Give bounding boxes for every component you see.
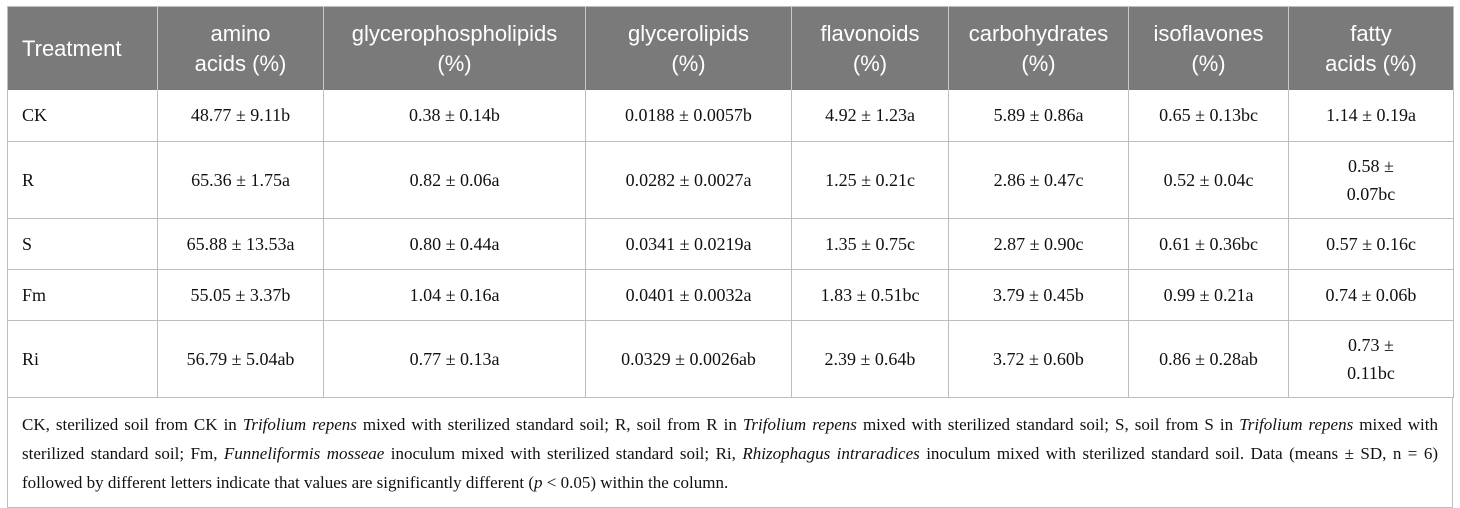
treatment-cell: S (8, 218, 158, 269)
value-cell: 48.77 ± 9.11b (158, 90, 324, 141)
value-cell: 0.80 ± 0.44a (324, 218, 586, 269)
table-row (8, 90, 1454, 141)
footnote-text: < 0.05) within the column. (542, 472, 729, 492)
value-cell: 3.72 ± 0.60b (949, 320, 1129, 397)
value-cell: 0.0401 ± 0.0032a (586, 269, 792, 320)
treatment-cell: R (8, 141, 158, 218)
value-cell: 0.77 ± 0.13a (324, 320, 586, 397)
treatment-cell: CK (8, 90, 158, 141)
value-cell: 3.79 ± 0.45b (949, 269, 1129, 320)
value-cell: 1.04 ± 0.16a (324, 269, 586, 320)
value-cell: 0.61 ± 0.36bc (1129, 218, 1289, 269)
treatment-cell: Ri (8, 320, 158, 397)
footnote-species: Trifolium repens (742, 414, 857, 434)
table-row (8, 218, 1454, 269)
table-row (8, 141, 1454, 218)
footnote-text: mixed with sterilized standard soil; R, soil from R in (356, 414, 743, 434)
column-header: amino acids (%) (158, 7, 324, 91)
results-table-container (7, 6, 1453, 508)
value-cell: 2.86 ± 0.47c (949, 141, 1129, 218)
value-cell: 0.0188 ± 0.0057b (586, 90, 792, 141)
table-footnote (7, 398, 1453, 508)
footnote-text: inoculum mixed with sterilized standard soil; Ri, (384, 443, 743, 463)
footnote-species: Trifolium repens (242, 414, 357, 434)
column-header: flavonoids (%) (792, 7, 949, 91)
column-header: carbohydrates (%) (949, 7, 1129, 91)
value-cell: 65.88 ± 13.53a (158, 218, 324, 269)
column-header: isoflavones (%) (1129, 7, 1289, 91)
header-row (8, 7, 1454, 91)
column-header: fatty acids (%) (1289, 7, 1454, 91)
footnote-text: mixed with sterilized standard soil; Fm, (22, 414, 1439, 463)
footnote-species: Funneliformis mosseae (223, 443, 385, 463)
value-cell: 1.25 ± 0.21c (792, 141, 949, 218)
value-cell: 0.0341 ± 0.0219a (586, 218, 792, 269)
footnote-text: mixed with sterilized standard soil; S, soil from S in (856, 414, 1240, 434)
value-cell: 2.39 ± 0.64b (792, 320, 949, 397)
value-cell: 0.0282 ± 0.0027a (586, 141, 792, 218)
value-cell: 55.05 ± 3.37b (158, 269, 324, 320)
value-cell: 1.14 ± 0.19a (1289, 90, 1454, 141)
value-cell: 4.92 ± 1.23a (792, 90, 949, 141)
value-cell: 0.52 ± 0.04c (1129, 141, 1289, 218)
footnote-species: Rhizophagus intraradices (742, 443, 920, 463)
footnote-text: inoculum mixed with sterilized standard soil. Data (means ± SD, n = 6) followed by different letters indicate that values are significantly different ( (22, 443, 1438, 492)
value-cell: 2.87 ± 0.90c (949, 218, 1129, 269)
value-cell: 1.35 ± 0.75c (792, 218, 949, 269)
value-cell: 0.65 ± 0.13bc (1129, 90, 1289, 141)
footnote-p-symbol: p (534, 472, 543, 492)
value-cell: 0.0329 ± 0.0026ab (586, 320, 792, 397)
treatment-cell: Fm (8, 269, 158, 320)
table-row (8, 320, 1454, 397)
value-cell: 65.36 ± 1.75a (158, 141, 324, 218)
value-cell: 0.57 ± 0.16c (1289, 218, 1454, 269)
value-cell: 0.99 ± 0.21a (1129, 269, 1289, 320)
table-row (8, 269, 1454, 320)
column-header: glycerolipids (%) (586, 7, 792, 91)
value-cell: 0.73 ± 0.11bc (1289, 320, 1454, 397)
value-cell: 0.58 ± 0.07bc (1289, 141, 1454, 218)
footnote-text: CK, sterilized soil from CK in (22, 414, 243, 434)
column-header: glycerophospholipids (%) (324, 7, 586, 91)
metabolite-table (7, 6, 1454, 398)
value-cell: 0.86 ± 0.28ab (1129, 320, 1289, 397)
value-cell: 5.89 ± 0.86a (949, 90, 1129, 141)
value-cell: 0.38 ± 0.14b (324, 90, 586, 141)
value-cell: 0.74 ± 0.06b (1289, 269, 1454, 320)
column-header-treatment: Treatment (8, 7, 158, 91)
value-cell: 56.79 ± 5.04ab (158, 320, 324, 397)
value-cell: 1.83 ± 0.51bc (792, 269, 949, 320)
footnote-species: Trifolium repens (1239, 414, 1354, 434)
value-cell: 0.82 ± 0.06a (324, 141, 586, 218)
table-body (8, 90, 1454, 397)
